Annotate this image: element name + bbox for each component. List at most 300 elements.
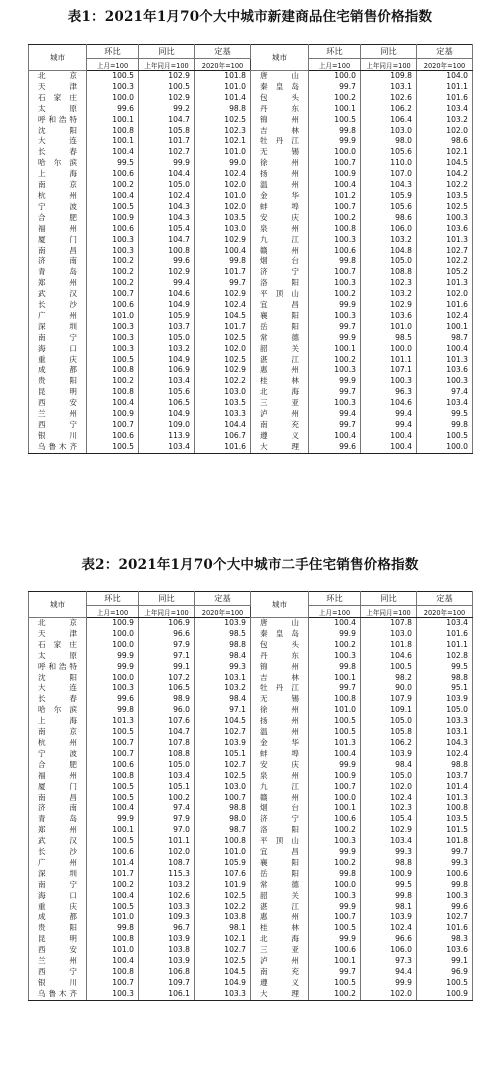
left-base-cell: 101.9 <box>195 880 251 891</box>
right-city-cell: 平顶山 <box>251 289 309 300</box>
left-mom-cell: 100.2 <box>87 267 139 278</box>
table-row <box>29 409 473 420</box>
right-yoy-cell: 103.0 <box>361 629 417 640</box>
header-base-sub: 2020年=100 <box>417 606 473 618</box>
right-mom-cell: 99.8 <box>309 256 361 267</box>
right-base-cell: 104.2 <box>417 169 473 180</box>
right-base-cell: 102.1 <box>417 147 473 158</box>
table-row <box>29 836 473 847</box>
right-base-cell: 100.3 <box>417 213 473 224</box>
right-yoy-cell: 103.0 <box>361 126 417 137</box>
header-mom-sub: 上月=100 <box>87 606 139 618</box>
left-base-cell: 103.9 <box>195 738 251 749</box>
left-base-cell: 99.3 <box>195 662 251 673</box>
left-yoy-cell: 103.2 <box>139 344 195 355</box>
left-yoy-cell: 109.0 <box>139 420 195 431</box>
right-yoy-cell: 107.8 <box>361 618 417 629</box>
right-base-cell: 100.6 <box>417 869 473 880</box>
right-base-cell: 99.5 <box>417 409 473 420</box>
left-city-cell: 兰州 <box>29 956 87 967</box>
left-city-cell: 兰州 <box>29 409 87 420</box>
right-mom-cell: 99.6 <box>309 442 361 453</box>
left-yoy-cell: 97.4 <box>139 803 195 814</box>
left-yoy-cell: 103.3 <box>139 902 195 913</box>
right-yoy-cell: 100.5 <box>361 662 417 673</box>
left-yoy-cell: 107.8 <box>139 738 195 749</box>
left-mom-cell: 100.7 <box>87 738 139 749</box>
table-row <box>29 683 473 694</box>
left-mom-cell: 100.3 <box>87 82 139 93</box>
right-city-cell: 岳阳 <box>251 869 309 880</box>
right-base-cell: 98.8 <box>417 760 473 771</box>
left-yoy-cell: 104.7 <box>139 235 195 246</box>
table2-title: 表2：2021年1月70个大中城市二手住宅销售价格指数 <box>81 557 419 573</box>
right-yoy-cell: 99.5 <box>361 880 417 891</box>
right-base-cell: 100.3 <box>417 891 473 902</box>
left-base-cell: 102.5 <box>195 333 251 344</box>
left-mom-cell: 100.3 <box>87 235 139 246</box>
header-yoy-sub: 上年同月=100 <box>139 606 195 618</box>
right-base-cell: 102.4 <box>417 311 473 322</box>
left-base-cell: 103.3 <box>195 989 251 1000</box>
left-base-cell: 102.3 <box>195 126 251 137</box>
right-city-cell: 温州 <box>251 727 309 738</box>
left-city-cell: 天津 <box>29 629 87 640</box>
table-row <box>29 978 473 989</box>
header-base-sub: 2020年=100 <box>195 606 251 618</box>
right-mom-cell: 100.2 <box>309 825 361 836</box>
right-base-cell: 102.7 <box>417 912 473 923</box>
right-mom-cell: 100.6 <box>309 246 361 257</box>
right-city-cell: 三亚 <box>251 398 309 409</box>
table-row <box>29 289 473 300</box>
left-mom-cell: 100.5 <box>87 202 139 213</box>
right-yoy-cell: 103.9 <box>361 749 417 760</box>
left-mom-cell: 100.4 <box>87 956 139 967</box>
right-yoy-cell: 106.0 <box>361 224 417 235</box>
right-mom-cell: 99.7 <box>309 322 361 333</box>
left-base-cell: 102.2 <box>195 902 251 913</box>
right-city-cell: 包头 <box>251 93 309 104</box>
header-city: 城市 <box>29 592 87 618</box>
left-mom-cell: 100.2 <box>87 278 139 289</box>
left-mom-cell: 100.7 <box>87 420 139 431</box>
left-yoy-cell: 100.5 <box>139 82 195 93</box>
right-mom-cell: 99.7 <box>309 683 361 694</box>
right-city-cell: 桂林 <box>251 376 309 387</box>
right-base-cell: 102.7 <box>417 246 473 257</box>
right-base-cell: 103.3 <box>417 716 473 727</box>
table-row <box>29 651 473 662</box>
right-base-cell: 103.4 <box>417 398 473 409</box>
table-row <box>29 967 473 978</box>
table-row <box>29 333 473 344</box>
left-city-cell: 郑州 <box>29 278 87 289</box>
left-city-cell: 银川 <box>29 431 87 442</box>
right-mom-cell: 99.4 <box>309 409 361 420</box>
right-mom-cell: 99.9 <box>309 300 361 311</box>
table-row <box>29 825 473 836</box>
left-city-cell: 厦门 <box>29 782 87 793</box>
left-yoy-cell: 113.9 <box>139 431 195 442</box>
right-city-cell: 南充 <box>251 967 309 978</box>
left-yoy-cell: 105.0 <box>139 760 195 771</box>
left-city-cell: 乌鲁木齐 <box>29 989 87 1000</box>
left-city-cell: 南京 <box>29 727 87 738</box>
left-yoy-cell: 96.7 <box>139 923 195 934</box>
left-base-cell: 107.6 <box>195 869 251 880</box>
left-yoy-cell: 101.7 <box>139 136 195 147</box>
left-yoy-cell: 104.3 <box>139 202 195 213</box>
left-yoy-cell: 105.1 <box>139 782 195 793</box>
left-base-cell: 102.9 <box>195 235 251 246</box>
left-city-cell: 北京 <box>29 71 87 82</box>
left-mom-cell: 100.5 <box>87 442 139 453</box>
right-mom-cell: 100.0 <box>309 71 361 82</box>
header-yoy: 同比 <box>139 592 195 606</box>
right-base-cell: 100.9 <box>417 989 473 1000</box>
right-base-cell: 99.6 <box>417 902 473 913</box>
right-mom-cell: 100.8 <box>309 694 361 705</box>
left-yoy-cell: 102.9 <box>139 71 195 82</box>
table-row <box>29 782 473 793</box>
right-yoy-cell: 105.8 <box>361 727 417 738</box>
left-city-cell: 西安 <box>29 945 87 956</box>
right-mom-cell: 100.6 <box>309 814 361 825</box>
right-mom-cell: 100.7 <box>309 158 361 169</box>
right-yoy-cell: 102.4 <box>361 793 417 804</box>
right-mom-cell: 100.3 <box>309 311 361 322</box>
left-base-cell: 102.9 <box>195 289 251 300</box>
right-mom-cell: 100.7 <box>309 202 361 213</box>
left-yoy-cell: 109.7 <box>139 978 195 989</box>
table-row <box>29 662 473 673</box>
right-base-cell: 99.1 <box>417 956 473 967</box>
left-base-cell: 101.8 <box>195 71 251 82</box>
left-yoy-cell: 103.8 <box>139 945 195 956</box>
right-base-cell: 99.5 <box>417 662 473 673</box>
right-city-cell: 洛阳 <box>251 825 309 836</box>
left-base-cell: 103.8 <box>195 912 251 923</box>
left-base-cell: 99.7 <box>195 278 251 289</box>
right-city-cell: 常德 <box>251 880 309 891</box>
right-city-cell: 九江 <box>251 782 309 793</box>
right-city-cell: 湛江 <box>251 355 309 366</box>
left-mom-cell: 100.3 <box>87 246 139 257</box>
left-mom-cell: 100.2 <box>87 376 139 387</box>
left-base-cell: 98.8 <box>195 640 251 651</box>
left-mom-cell: 100.1 <box>87 825 139 836</box>
right-mom-cell: 100.7 <box>309 912 361 923</box>
right-base-cell: 98.7 <box>417 333 473 344</box>
right-yoy-cell: 99.3 <box>361 847 417 858</box>
right-city-cell: 牡丹江 <box>251 683 309 694</box>
header-base-sub: 2020年=100 <box>195 59 251 71</box>
right-mom-cell: 100.0 <box>309 793 361 804</box>
right-yoy-cell: 98.8 <box>361 858 417 869</box>
right-yoy-cell: 98.6 <box>361 213 417 224</box>
left-mom-cell: 100.8 <box>87 387 139 398</box>
right-yoy-cell: 105.4 <box>361 814 417 825</box>
right-base-cell: 102.4 <box>417 749 473 760</box>
left-city-cell: 宁波 <box>29 749 87 760</box>
header-city: 城市 <box>251 45 309 71</box>
right-base-cell: 97.4 <box>417 387 473 398</box>
left-city-cell: 西安 <box>29 398 87 409</box>
right-base-cell: 101.3 <box>417 355 473 366</box>
left-yoy-cell: 104.3 <box>139 213 195 224</box>
left-yoy-cell: 102.9 <box>139 93 195 104</box>
right-city-cell: 三亚 <box>251 945 309 956</box>
left-yoy-cell: 105.0 <box>139 180 195 191</box>
right-yoy-cell: 102.4 <box>361 923 417 934</box>
left-yoy-cell: 97.9 <box>139 640 195 651</box>
left-yoy-cell: 99.2 <box>139 104 195 115</box>
header-yoy: 同比 <box>139 45 195 59</box>
left-yoy-cell: 103.4 <box>139 771 195 782</box>
left-city-cell: 北京 <box>29 618 87 629</box>
left-city-cell: 乌鲁木齐 <box>29 442 87 453</box>
right-base-cell: 99.8 <box>417 880 473 891</box>
right-city-cell: 秦皇岛 <box>251 82 309 93</box>
right-base-cell: 105.2 <box>417 267 473 278</box>
right-city-cell: 安庆 <box>251 213 309 224</box>
right-base-cell: 100.4 <box>417 344 473 355</box>
right-city-cell: 惠州 <box>251 365 309 376</box>
left-base-cell: 104.5 <box>195 716 251 727</box>
right-yoy-cell: 98.4 <box>361 760 417 771</box>
right-city-cell: 遵义 <box>251 431 309 442</box>
right-yoy-cell: 97.3 <box>361 956 417 967</box>
left-city-cell: 上海 <box>29 169 87 180</box>
right-yoy-cell: 109.1 <box>361 705 417 716</box>
left-base-cell: 103.0 <box>195 387 251 398</box>
header-mom-sub: 上月=100 <box>309 606 361 618</box>
table-row <box>29 847 473 858</box>
header-city: 城市 <box>29 45 87 71</box>
left-base-cell: 98.4 <box>195 651 251 662</box>
left-base-cell: 102.7 <box>195 760 251 771</box>
left-mom-cell: 100.2 <box>87 256 139 267</box>
right-yoy-cell: 110.0 <box>361 158 417 169</box>
right-mom-cell: 100.4 <box>309 180 361 191</box>
right-base-cell: 102.0 <box>417 289 473 300</box>
left-mom-cell: 100.3 <box>87 683 139 694</box>
table-row <box>29 803 473 814</box>
table-row <box>29 256 473 267</box>
header-mom: 环比 <box>309 592 361 606</box>
table-row <box>29 93 473 104</box>
left-city-cell: 贵阳 <box>29 923 87 934</box>
left-mom-cell: 99.9 <box>87 814 139 825</box>
right-mom-cell: 100.2 <box>309 289 361 300</box>
right-yoy-cell: 107.9 <box>361 694 417 705</box>
table-row <box>29 344 473 355</box>
right-mom-cell: 99.9 <box>309 333 361 344</box>
right-yoy-cell: 104.6 <box>361 651 417 662</box>
table-row <box>29 618 473 629</box>
table-row <box>29 945 473 956</box>
right-yoy-cell: 100.3 <box>361 376 417 387</box>
left-yoy-cell: 105.6 <box>139 387 195 398</box>
table-row <box>29 640 473 651</box>
left-mom-cell: 100.8 <box>87 365 139 376</box>
table1-body <box>29 71 473 454</box>
left-base-cell: 100.7 <box>195 793 251 804</box>
right-yoy-cell: 104.3 <box>361 180 417 191</box>
left-mom-cell: 99.6 <box>87 104 139 115</box>
right-city-cell: 泉州 <box>251 224 309 235</box>
right-base-cell: 101.8 <box>417 836 473 847</box>
left-yoy-cell: 108.7 <box>139 858 195 869</box>
left-mom-cell: 99.6 <box>87 694 139 705</box>
right-mom-cell: 100.2 <box>309 213 361 224</box>
table-row <box>29 793 473 804</box>
table-row <box>29 278 473 289</box>
right-city-cell: 平顶山 <box>251 836 309 847</box>
left-mom-cell: 100.9 <box>87 618 139 629</box>
table-row <box>29 322 473 333</box>
left-city-cell: 石家庄 <box>29 640 87 651</box>
right-mom-cell: 100.3 <box>309 235 361 246</box>
right-yoy-cell: 104.6 <box>361 398 417 409</box>
left-base-cell: 102.1 <box>195 136 251 147</box>
right-city-cell: 韶关 <box>251 891 309 902</box>
left-city-cell: 杭州 <box>29 191 87 202</box>
left-city-cell: 武汉 <box>29 836 87 847</box>
right-city-cell: 牡丹江 <box>251 136 309 147</box>
left-mom-cell: 100.7 <box>87 749 139 760</box>
left-mom-cell: 100.9 <box>87 213 139 224</box>
right-yoy-cell: 106.0 <box>361 945 417 956</box>
left-city-cell: 杭州 <box>29 738 87 749</box>
left-mom-cell: 101.0 <box>87 945 139 956</box>
left-city-cell: 长沙 <box>29 847 87 858</box>
right-mom-cell: 100.4 <box>309 749 361 760</box>
left-mom-cell: 100.5 <box>87 793 139 804</box>
right-yoy-cell: 103.4 <box>361 836 417 847</box>
table-row <box>29 934 473 945</box>
table-row <box>29 365 473 376</box>
right-yoy-cell: 103.2 <box>361 235 417 246</box>
right-base-cell: 102.8 <box>417 651 473 662</box>
right-city-cell: 宜昌 <box>251 847 309 858</box>
left-base-cell: 102.5 <box>195 115 251 126</box>
left-base-cell: 102.0 <box>195 202 251 213</box>
table-row <box>29 694 473 705</box>
left-base-cell: 98.4 <box>195 694 251 705</box>
table-row <box>29 420 473 431</box>
left-yoy-cell: 96.0 <box>139 705 195 716</box>
right-base-cell: 99.3 <box>417 858 473 869</box>
left-base-cell: 98.8 <box>195 104 251 115</box>
right-base-cell: 103.4 <box>417 618 473 629</box>
left-yoy-cell: 105.8 <box>139 126 195 137</box>
right-yoy-cell: 101.0 <box>361 322 417 333</box>
left-city-cell: 福州 <box>29 771 87 782</box>
left-base-cell: 101.0 <box>195 82 251 93</box>
left-yoy-cell: 104.7 <box>139 727 195 738</box>
left-city-cell: 深圳 <box>29 322 87 333</box>
header-base: 定基 <box>195 45 251 59</box>
right-mom-cell: 99.9 <box>309 760 361 771</box>
table-row <box>29 989 473 1000</box>
left-base-cell: 99.0 <box>195 158 251 169</box>
right-yoy-cell: 105.6 <box>361 202 417 213</box>
right-city-cell: 烟台 <box>251 256 309 267</box>
right-city-cell: 九江 <box>251 235 309 246</box>
right-base-cell: 98.8 <box>417 673 473 684</box>
left-yoy-cell: 103.4 <box>139 376 195 387</box>
left-mom-cell: 100.1 <box>87 115 139 126</box>
left-mom-cell: 100.4 <box>87 147 139 158</box>
right-mom-cell: 100.4 <box>309 431 361 442</box>
right-base-cell: 101.1 <box>417 640 473 651</box>
right-city-cell: 金华 <box>251 191 309 202</box>
table1-new-homes-price-index <box>28 44 473 454</box>
right-city-cell: 丹东 <box>251 651 309 662</box>
left-base-cell: 101.4 <box>195 93 251 104</box>
table-row <box>29 235 473 246</box>
left-city-cell: 合肥 <box>29 760 87 771</box>
right-yoy-cell: 105.0 <box>361 716 417 727</box>
left-mom-cell: 100.4 <box>87 803 139 814</box>
left-mom-cell: 100.5 <box>87 836 139 847</box>
right-base-cell: 96.9 <box>417 967 473 978</box>
left-mom-cell: 100.8 <box>87 967 139 978</box>
right-mom-cell: 100.9 <box>309 771 361 782</box>
right-city-cell: 包头 <box>251 640 309 651</box>
left-base-cell: 102.0 <box>195 180 251 191</box>
left-base-cell: 98.0 <box>195 814 251 825</box>
left-city-cell: 南昌 <box>29 246 87 257</box>
left-city-cell: 长春 <box>29 147 87 158</box>
right-mom-cell: 100.2 <box>309 989 361 1000</box>
right-yoy-cell: 98.5 <box>361 333 417 344</box>
table-row <box>29 442 473 453</box>
right-base-cell: 103.4 <box>417 104 473 115</box>
left-mom-cell: 99.8 <box>87 705 139 716</box>
left-city-cell: 太原 <box>29 104 87 115</box>
right-base-cell: 103.5 <box>417 814 473 825</box>
left-city-cell: 呼和浩特 <box>29 115 87 126</box>
right-city-cell: 泸州 <box>251 956 309 967</box>
right-yoy-cell: 100.0 <box>361 344 417 355</box>
left-mom-cell: 101.0 <box>87 311 139 322</box>
left-yoy-cell: 104.9 <box>139 355 195 366</box>
left-mom-cell: 100.3 <box>87 344 139 355</box>
left-mom-cell: 101.3 <box>87 716 139 727</box>
table-row <box>29 169 473 180</box>
table-row <box>29 716 473 727</box>
left-mom-cell: 100.5 <box>87 727 139 738</box>
left-yoy-cell: 102.0 <box>139 847 195 858</box>
table-row <box>29 126 473 137</box>
left-city-cell: 呼和浩特 <box>29 662 87 673</box>
left-city-cell: 成都 <box>29 365 87 376</box>
left-city-cell: 南昌 <box>29 793 87 804</box>
right-city-cell: 烟台 <box>251 803 309 814</box>
left-city-cell: 武汉 <box>29 289 87 300</box>
right-yoy-cell: 101.8 <box>361 640 417 651</box>
table-row <box>29 431 473 442</box>
left-city-cell: 郑州 <box>29 825 87 836</box>
left-yoy-cell: 106.9 <box>139 618 195 629</box>
right-mom-cell: 100.2 <box>309 858 361 869</box>
right-yoy-cell: 109.8 <box>361 71 417 82</box>
left-yoy-cell: 103.9 <box>139 956 195 967</box>
left-city-cell: 贵阳 <box>29 376 87 387</box>
